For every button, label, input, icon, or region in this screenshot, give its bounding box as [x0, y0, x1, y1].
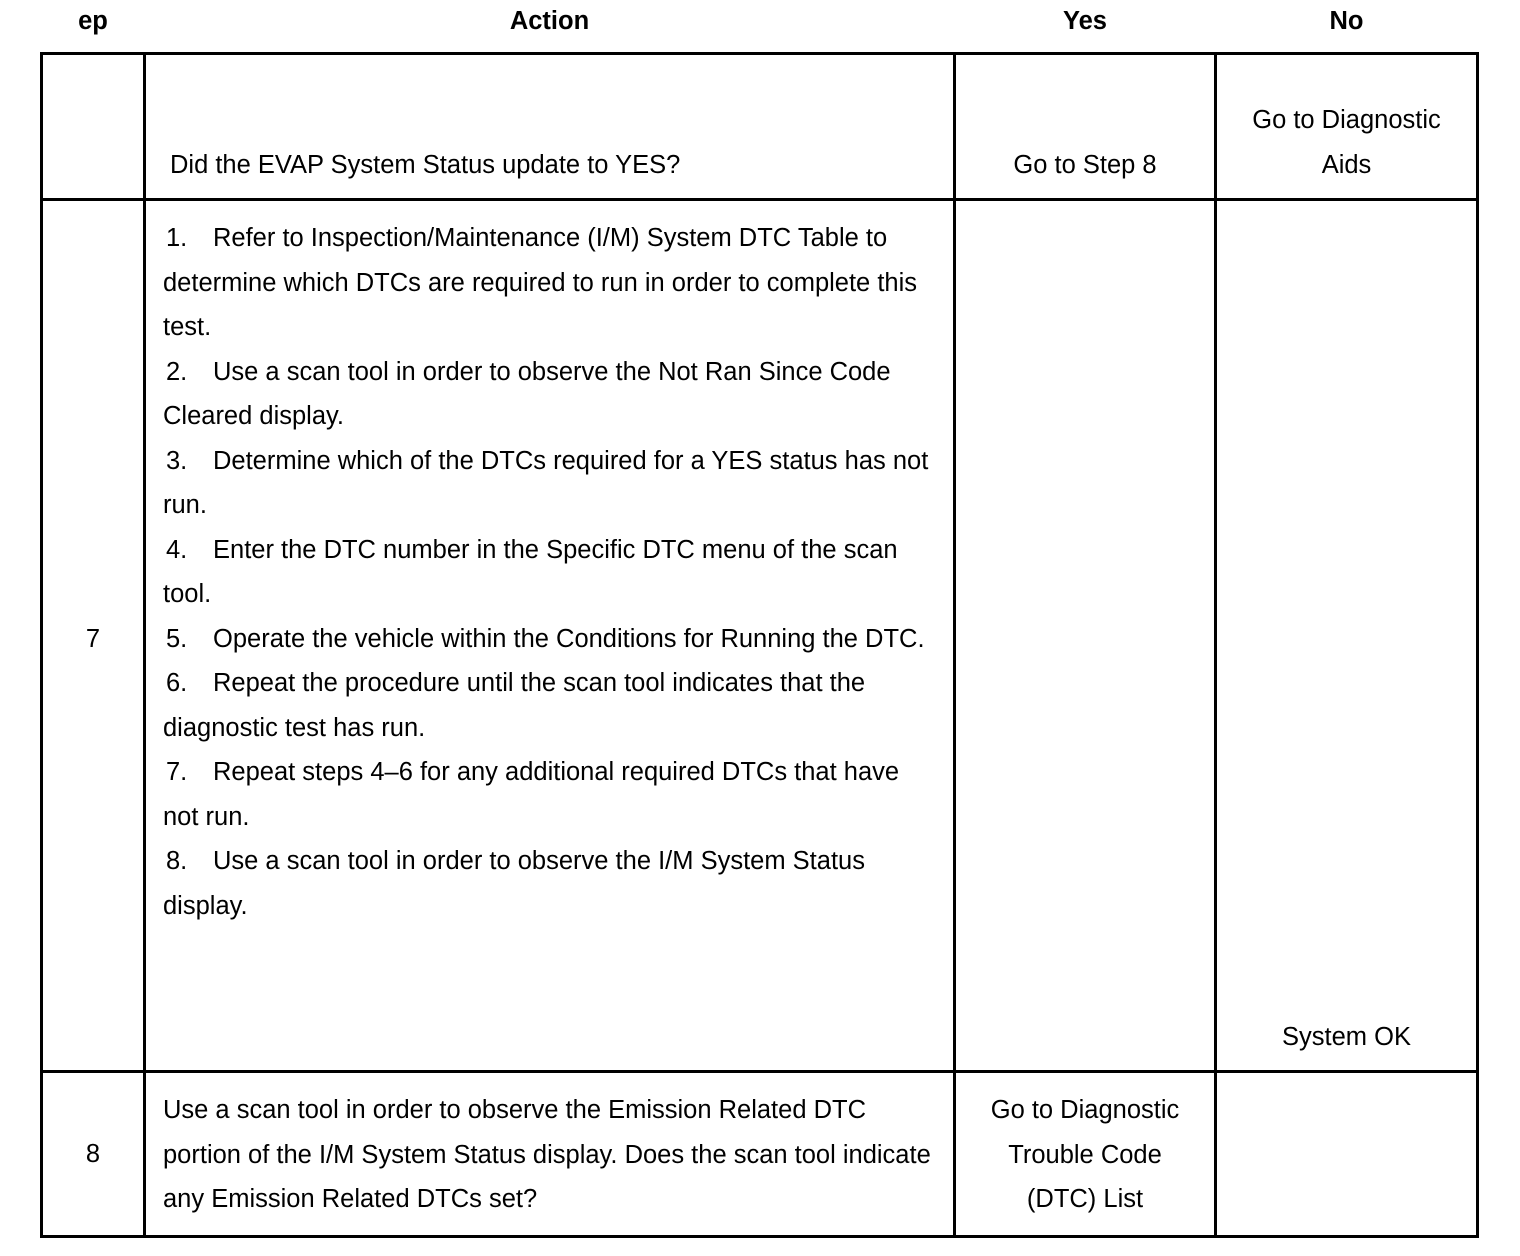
- list-item: [163, 839, 933, 928]
- item-number: 7.: [166, 758, 188, 786]
- item-number: 6.: [166, 669, 188, 697]
- list-item: [163, 216, 933, 350]
- step-cell: [42, 1072, 145, 1237]
- action-list: [163, 216, 933, 928]
- yes-cell: [955, 150, 1216, 1072]
- header-step-cell: [42, 7, 145, 200]
- list-item: [163, 350, 933, 439]
- list-item: [163, 439, 933, 528]
- yes-result: Go to Diagnostic Trouble Code (DTC) List: [990, 1096, 1180, 1213]
- action-cell: [145, 1072, 955, 1237]
- step-action: Use a scan tool in order to observe the Emission Related DTC portion of the I/M System Status display. Does the scan tool indicate any Emission Related DTCs set?: [163, 1096, 931, 1213]
- item-number: 4.: [166, 535, 188, 564]
- item-text: Use a scan tool in order to observe the Not Ran Since Code Cleared display.: [163, 357, 891, 430]
- step-cell: [42, 200, 145, 1072]
- header-action: Action: [509, 7, 590, 35]
- action-cell: [145, 150, 955, 1072]
- item-number: 1.: [166, 224, 188, 252]
- list-item: [163, 617, 933, 662]
- no-result: System OK: [1282, 1022, 1411, 1051]
- item-number: 3.: [166, 446, 188, 475]
- list-item: [163, 528, 933, 617]
- list-item: [163, 661, 933, 750]
- item-number: 5.: [166, 624, 188, 653]
- no-result: Go to Diagnostic Aids: [1252, 106, 1441, 179]
- header-no: No: [1329, 7, 1364, 35]
- diagnostic-table: [40, 7, 1479, 1238]
- item-text: Operate the vehicle within the Conditions for Running the DTC.: [213, 624, 925, 653]
- yes-result: Go to Step 8: [1013, 150, 1157, 179]
- item-number: 8.: [166, 847, 188, 875]
- item-number: 2.: [166, 357, 188, 386]
- item-text: Repeat steps 4–6 for any additional required DTCs that have not run.: [163, 758, 900, 831]
- item-text: Repeat the procedure until the scan tool indicates that the diagnostic test has run.: [163, 669, 866, 742]
- table-row: [42, 1072, 1478, 1237]
- step-number: 7: [85, 625, 101, 653]
- header-yes: Yes: [1063, 7, 1107, 35]
- item-text: Determine which of the DTCs required for a YES status has not run.: [163, 446, 929, 519]
- table-row: [42, 200, 1478, 1072]
- step-question: Did the EVAP System Status update to YES?: [170, 150, 681, 179]
- yes-cell: [955, 1072, 1216, 1237]
- item-text: Refer to Inspection/Maintenance (I/M) System DTC Table to determine which DTCs are required to run in order to complete this test.: [163, 224, 918, 341]
- step-number: 8: [85, 1140, 101, 1168]
- item-text: Enter the DTC number in the Specific DTC menu of the scan tool.: [163, 535, 898, 608]
- header-step: ep: [78, 7, 108, 35]
- no-cell: [1216, 106, 1478, 1072]
- item-text: Use a scan tool in order to observe the I/M System Status display.: [163, 847, 865, 920]
- no-cell: [1216, 1022, 1478, 1237]
- list-item: [163, 750, 933, 839]
